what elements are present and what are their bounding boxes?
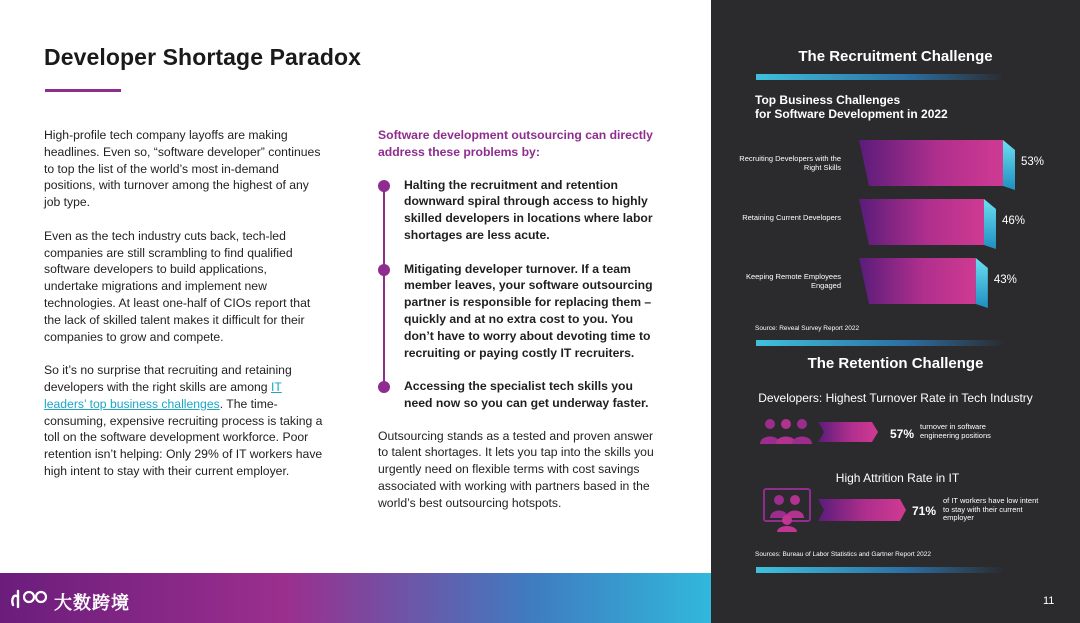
page-number: 11 (1043, 595, 1055, 607)
paragraph-3-start: So it’s no surprise that recruiting and retaining developers with the right skills are among (44, 363, 292, 394)
paragraph-2: Even as the tech industry cuts back, tech-led companies are still scrambling to find qualified software developers to build applications, undertake migrations and implement new technologies. At least one-half of CIOs report that the lack of skilled talent makes it difficult for their companies to grow and compete. (44, 228, 311, 344)
right-text-column (378, 127, 663, 512)
bullet-text: Mitigating developer turnover. If a team member leaves, your software outsourcing partner is responsible for replacing them – quickly and at no extra cost to you. You don’t have to worry about devoting time to recruiting or paying costly IT recruiters. (404, 261, 653, 360)
attrition-arrow-bar (818, 497, 910, 523)
page-title: Developer Shortage Paradox (44, 44, 362, 70)
bullet-text: Accessing the specialist tech skills you need now so you can get underway faster. (404, 379, 649, 410)
retention-title: The Retention Challenge (807, 355, 984, 372)
attrition-percent: 71% (912, 504, 937, 518)
bullet-dot-icon (378, 264, 390, 276)
bar-end-cap (1003, 140, 1015, 190)
bar (859, 140, 1003, 186)
it-leaders-challenges-link[interactable]: IT leaders’ top business challenges (44, 379, 282, 411)
footer-gradient-band (0, 573, 711, 623)
bullet-item (378, 177, 663, 244)
bar-value-label: 46% (1001, 215, 1025, 227)
bar-category-label: Recruiting Developers with the Right Skills (739, 154, 841, 172)
bar-end-cap (984, 199, 996, 249)
infographic-panel (711, 0, 1080, 623)
logo-mark-icon (10, 587, 50, 611)
team-people-icon (758, 417, 814, 445)
bar-category-label: Keeping Remote Employees Engaged (745, 272, 841, 290)
accent-gradient-bar (756, 74, 1006, 80)
bar-value-label: 43% (993, 274, 1017, 286)
outsourcing-conclusion: Outsourcing stands as a tested and proven answer to talent shortages. It lets you tap into the skills you urgently need on flexible terms with cost savings associated with working with partners based in the world’s best outsourcing hotspots. (378, 428, 654, 510)
bullet-text: Halting the recruitment and retention downward spiral through access to highly skilled developers in locations where labor shortages are less acute. (404, 177, 653, 242)
paragraph-3-end: . The time-consuming, expensive recruiting process is taking a toll on the software development workforce. Poor retention isn’t helping: Only 29% of IT workers have high intent to stay with their current employer. (44, 396, 323, 478)
challenges-source: Source: Reveal Survey Report 2022 (755, 325, 860, 332)
bullet-dot-icon (378, 180, 390, 192)
left-text-column (44, 127, 324, 497)
bar-category-label: Retaining Current Developers (742, 213, 841, 222)
bar (859, 258, 976, 304)
challenges-heading-line-2: for Software Development in 2022 (755, 107, 948, 121)
challenges-heading-line-1: Top Business Challenges (755, 93, 901, 107)
turnover-heading: Developers: Highest Turnover Rate in Tech Industry (758, 391, 1033, 405)
recruitment-title: The Recruitment Challenge (798, 48, 993, 65)
attrition-description: of IT workers have low intent to stay with their current employer (943, 496, 1039, 522)
bullet-item (378, 261, 663, 362)
paragraph-1: High-profile tech company layoffs are making headlines. Even so, “software developer” continues to top the list of the world’s most in-demand positions, with turnover among the highest of any job type. (44, 128, 321, 210)
accent-gradient-bar (756, 567, 1006, 573)
challenges-heading (755, 93, 948, 121)
bullet-dot-icon (378, 381, 390, 393)
bar (859, 199, 984, 245)
turnover-description: turnover in software engineering positions (920, 422, 991, 440)
attrition-heading: High Attrition Rate in IT (835, 471, 960, 485)
bullet-list (378, 177, 663, 412)
paragraph-3 (44, 362, 324, 480)
turnover-arrow-bar (818, 420, 882, 444)
people-leaving-icon (763, 488, 811, 532)
title-underline (45, 89, 121, 92)
challenges-bar-chart (711, 132, 1080, 322)
bottom-sources: Sources: Bureau of Labor Statistics and Gartner Report 2022 (755, 551, 931, 558)
bullet-item (378, 378, 663, 412)
turnover-percent: 57% (890, 427, 915, 441)
bar-value-label: 53% (1021, 156, 1045, 168)
logo-text: 大数跨境 (54, 593, 130, 613)
accent-gradient-bar (756, 340, 1006, 346)
bar-end-cap (976, 258, 988, 308)
outsourcing-intro: Software development outsourcing can directly address these problems by: (378, 128, 653, 159)
